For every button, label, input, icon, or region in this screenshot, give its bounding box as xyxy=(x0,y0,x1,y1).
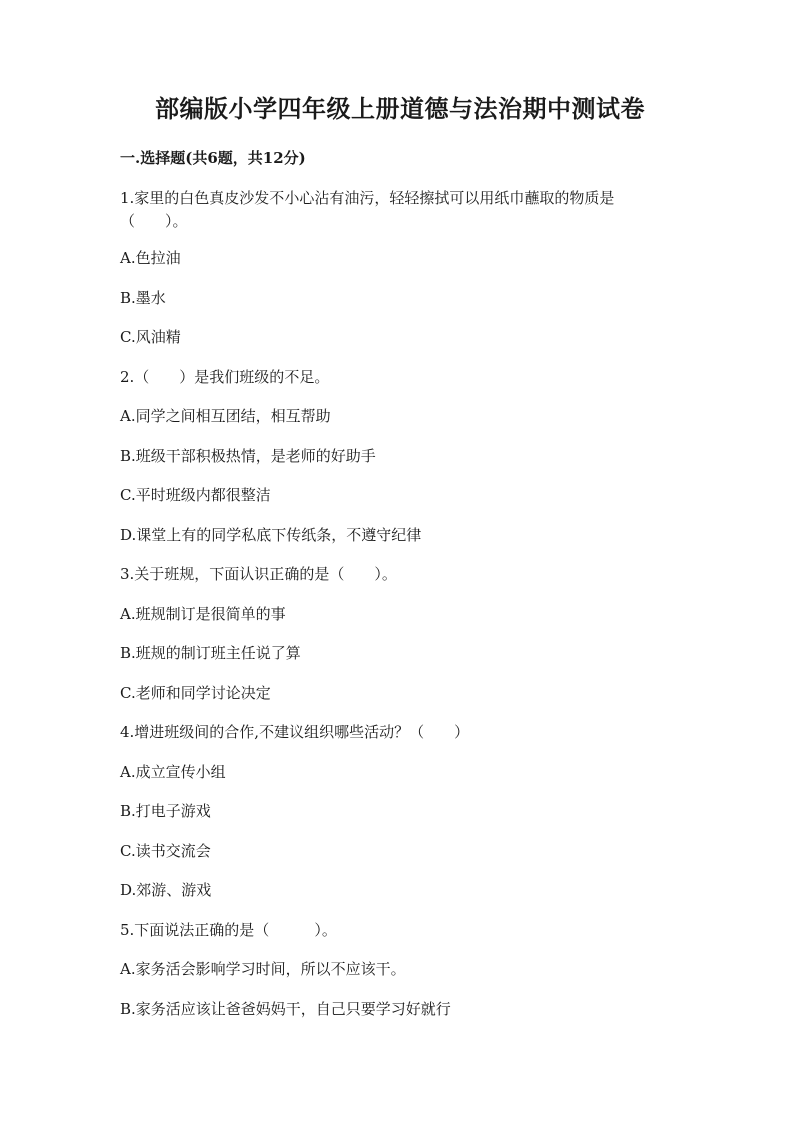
question-1-option-c: C.风油精 xyxy=(120,328,181,346)
question-1-stem-continued: （ ）。 xyxy=(120,212,188,230)
question-2-option-a: A.同学之间相互团结，相互帮助 xyxy=(120,407,331,425)
question-3-option-a: A.班规制订是很简单的事 xyxy=(120,605,286,623)
question-3-option-c: C.老师和同学讨论决定 xyxy=(120,684,271,702)
question-3-stem: 3.关于班规，下面认识正确的是（ ）。 xyxy=(120,565,397,583)
question-4-option-d: D.郊游、游戏 xyxy=(120,881,212,899)
question-2-option-d: D.课堂上有的同学私底下传纸条，不遵守纪律 xyxy=(120,526,422,544)
question-5-stem: 5.下面说法正确的是（ ）。 xyxy=(120,921,337,939)
question-1-stem: 1.家里的白色真皮沙发不小心沾有油污，轻轻擦拭可以用纸巾蘸取的物质是 xyxy=(120,189,615,207)
question-2-option-b: B.班级干部积极热情，是老师的好助手 xyxy=(120,447,376,465)
question-1-option-b: B.墨水 xyxy=(120,289,166,307)
question-1-option-a: A.色拉油 xyxy=(120,249,181,267)
question-5-option-b: B.家务活应该让爸爸妈妈干，自己只要学习好就行 xyxy=(120,1000,451,1018)
question-4-stem: 4.增进班级间的合作,不建议组织哪些活动？（ ） xyxy=(120,723,470,741)
question-4-option-a: A.成立宣传小组 xyxy=(120,763,226,781)
question-2-option-c: C.平时班级内都很整洁 xyxy=(120,486,271,504)
question-3-option-b: B.班规的制订班主任说了算 xyxy=(120,644,301,662)
question-2-stem: 2.（ ）是我们班级的不足。 xyxy=(120,368,330,386)
question-4-option-b: B.打电子游戏 xyxy=(120,802,211,820)
question-5-option-a: A.家务活会影响学习时间，所以不应该干。 xyxy=(120,960,406,978)
question-4-option-c: C.读书交流会 xyxy=(120,842,211,860)
section-heading: 一.选择题(共6题，共12分) xyxy=(120,149,306,167)
exam-title: 部编版小学四年级上册道德与法治期中测试卷 xyxy=(155,94,645,123)
